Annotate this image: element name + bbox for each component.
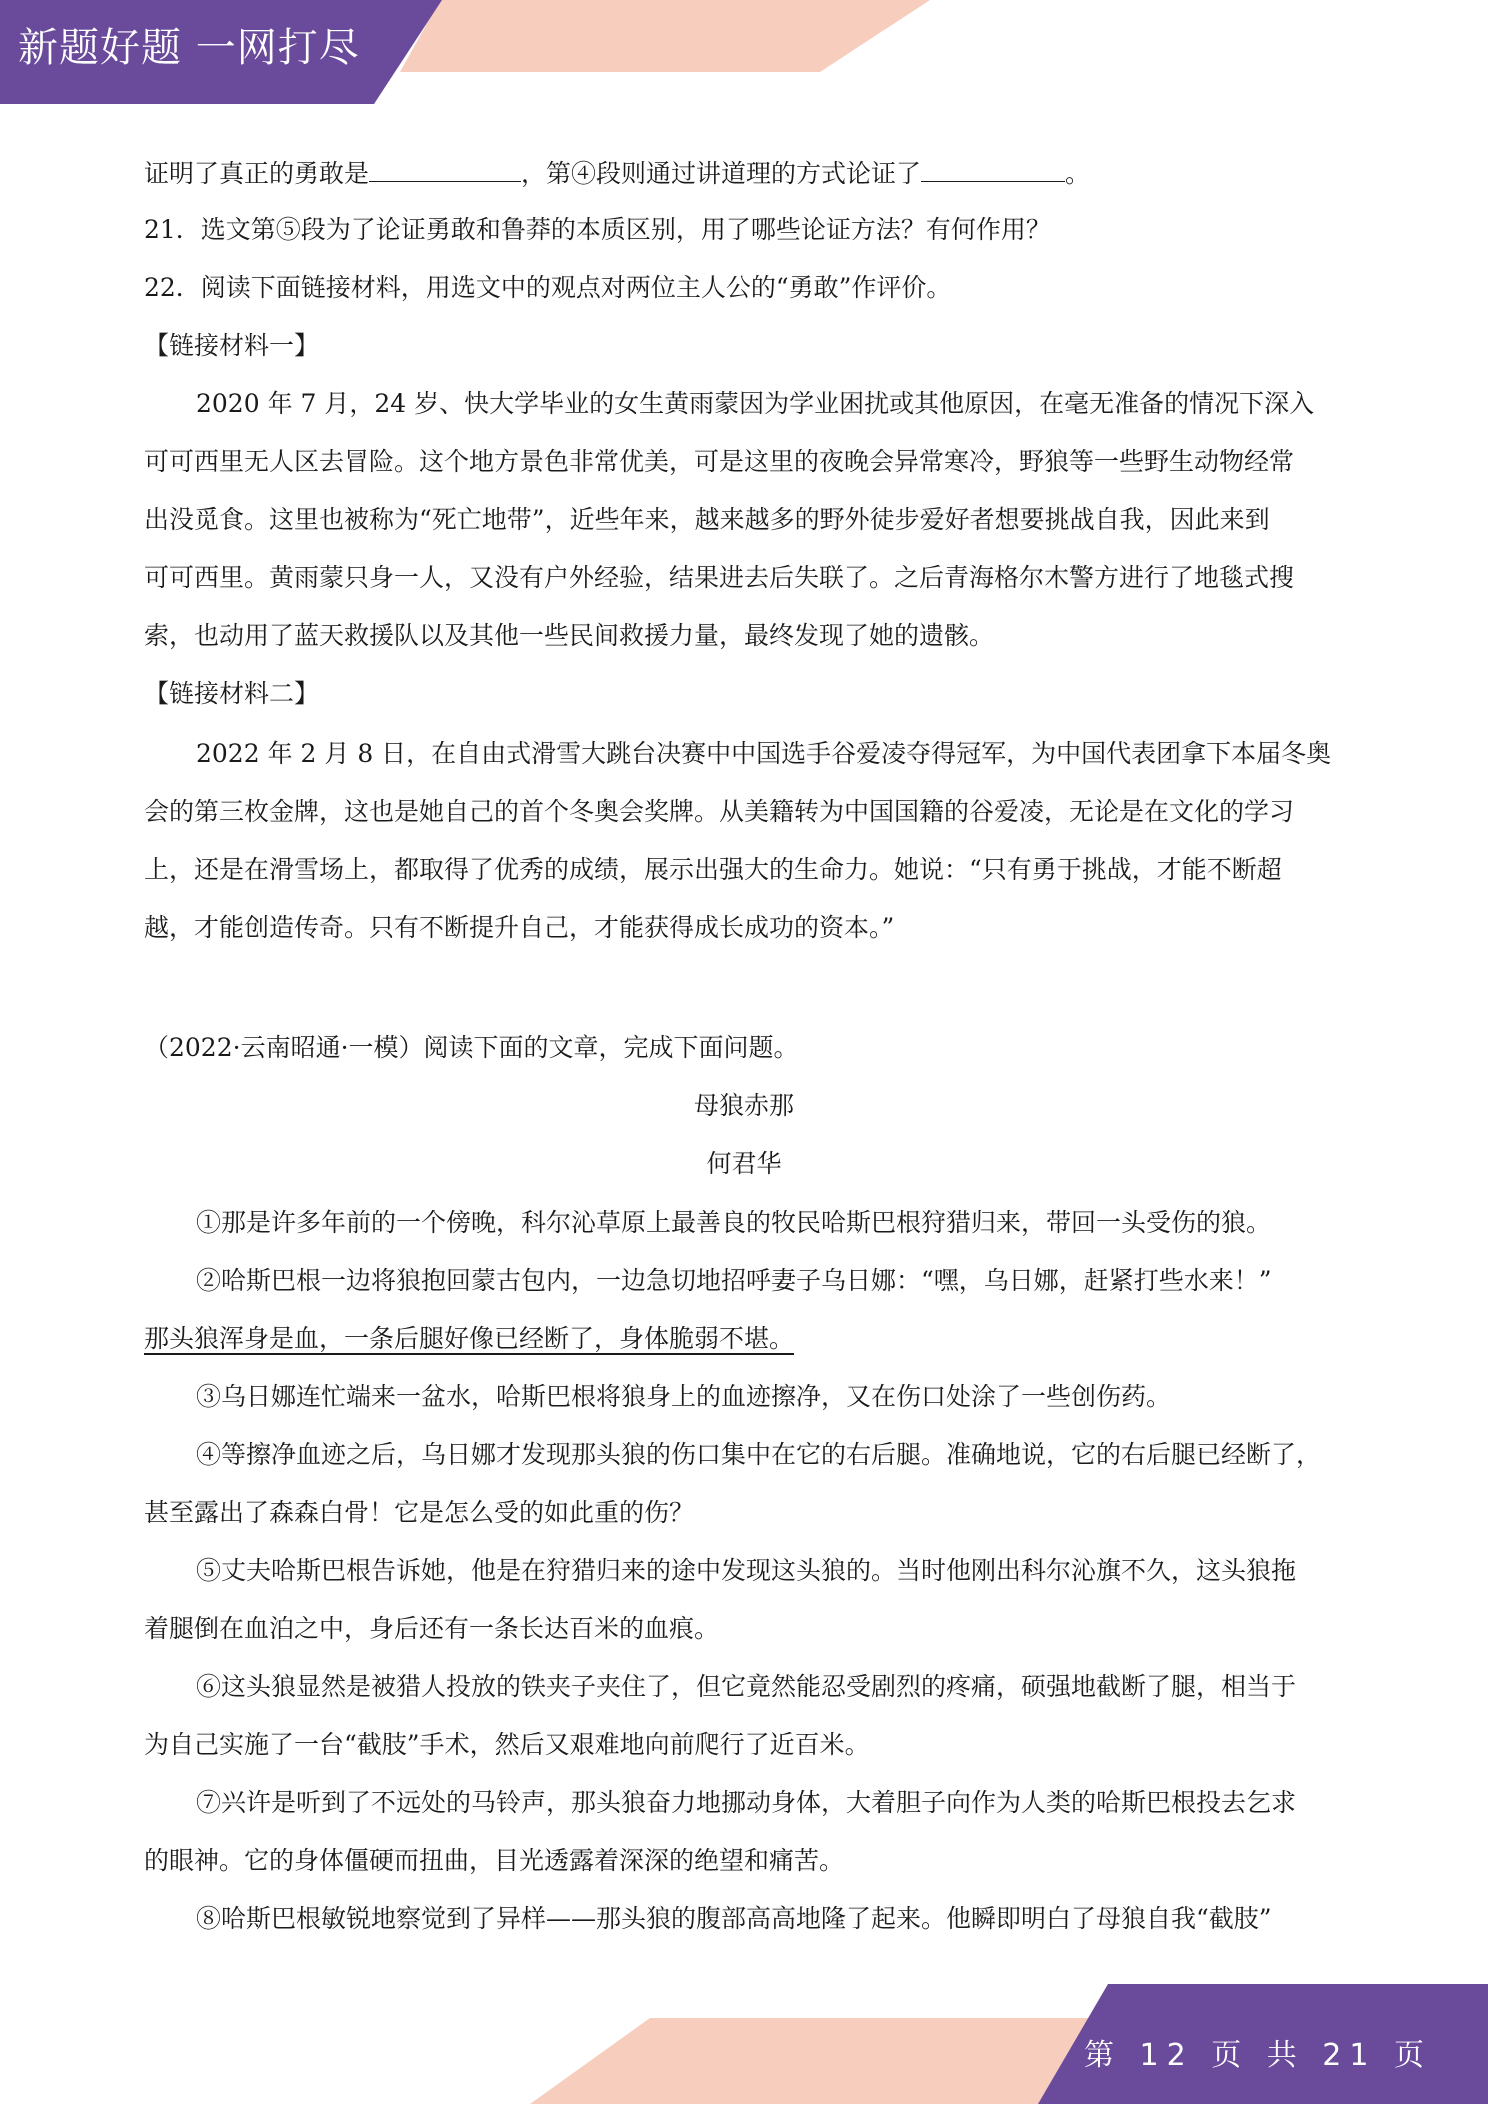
paragraph-2: ②哈斯巴根一边将狼抱回蒙古包内，一边急切地招呼妻子乌日娜：“嘿，乌日娜，赶紧打些水来！” [196,1266,1272,1295]
paragraph-line: 2020 年 7 月，24 岁、快大学毕业的女生黄雨蒙因为学业困扰或其他原因，在毫无准备的情况下深入 [196,389,1315,418]
text-segment: 证明了真正的勇敢是 [144,159,370,188]
paragraph-line: 可可西里无人区去冒险。这个地方景色非常优美，可是这里的夜晚会异常寒冷，野狼等一些野生动物经常 [144,447,1295,476]
paragraph-3: ③乌日娜连忙端来一盆水，哈斯巴根将狼身上的血迹擦净，又在伤口处涂了一些创伤药。 [196,1382,1172,1411]
question-22: 22．阅读下面链接材料，用选文中的观点对两位主人公的“勇敢”作评价。 [144,273,952,302]
paragraph-line: 上，还是在滑雪场上，都取得了优秀的成绩，展示出强大的生命力。她说：“只有勇于挑战，才能不断超 [144,855,1282,884]
paragraph-line: 索，也动用了蓝天救援队以及其他一些民间救援力量，最终发现了她的遗骸。 [144,621,995,650]
answer-blank-2[interactable] [921,155,1065,182]
paragraph-5-cont: 着腿倒在血泊之中，身后还有一条长达百米的血痕。 [144,1614,720,1643]
paragraph-line: 出没觅食。这里也被称为“死亡地带”，近些年来，越来越多的野外徒步爱好者想要挑战自我，因此来到 [144,505,1270,534]
footer-peach-band [530,2018,1090,2104]
paragraph-1: ①那是许多年前的一个傍晚，科尔沁草原上最善良的牧民哈斯巴根狩猎归来，带回一头受伤的狼。 [196,1208,1272,1237]
question-20-tail [144,155,1344,191]
paragraph-6: ⑥这头狼显然是被猎人投放的铁夹子夹住了，但它竟然能忍受剧烈的疼痛，硕强地截断了腿，相当于 [196,1672,1297,1701]
page-number: 第 12 页 共 21 页 [1083,2038,1432,2073]
question-21: 21．选文第⑤段为了论证勇敢和鲁莽的本质区别，用了哪些论证方法？有何作用？ [144,215,1051,244]
text-segment: ，第④段则通过讲道理的方式论证了 [521,159,922,188]
article-title: 母狼赤那 [693,1091,794,1120]
header-title: 新题好题 一网打尽 [18,25,360,71]
paragraph-2-underlined: 那头狼浑身是血，一条后腿好像已经断了，身体脆弱不堪。 [144,1324,795,1353]
header-peach-band [400,0,930,72]
link-material-2-title: 【链接材料二】 [144,679,320,708]
paragraph-8: ⑧哈斯巴根敏锐地察觉到了异样——那头狼的腹部高高地隆了起来。他瞬即明白了母狼自我“截肢” [196,1904,1272,1933]
paragraph-4-cont: 甚至露出了森森白骨！它是怎么受的如此重的伤？ [144,1498,695,1527]
paragraph-line: 可可西里。黄雨蒙只身一人，又没有户外经验，结果进去后失联了。之后青海格尔木警方进行了地毯式搜 [144,563,1295,592]
article-author: 何君华 [706,1149,782,1178]
answer-blank-1[interactable] [369,155,521,182]
paragraph-line: 会的第三枚金牌，这也是她自己的首个冬奥会奖牌。从美籍转为中国国籍的谷爱凌，无论是在文化的学习 [144,797,1295,826]
source-note: （2022·云南昭通·一模）阅读下面的文章，完成下面问题。 [144,1033,799,1062]
text-segment: 。 [1065,159,1091,188]
paragraph-5: ⑤丈夫哈斯巴根告诉她，他是在狩猎归来的途中发现这头狼的。当时他刚出科尔沁旗不久，这头狼拖 [196,1556,1297,1585]
link-material-1-title: 【链接材料一】 [144,331,320,360]
paragraph-4: ④等擦净血迹之后，乌日娜才发现那头狼的伤口集中在它的右后腿。准确地说，它的右后腿已经断了， [196,1440,1322,1469]
paragraph-7-cont: 的眼神。它的身体僵硬而扭曲，目光透露着深深的绝望和痛苦。 [144,1846,845,1875]
paragraph-line: 2022 年 2 月 8 日，在自由式滑雪大跳台决赛中中国选手谷爱凌夺得冠军，为中国代表团拿下本届冬奥 [196,739,1332,768]
paragraph-line: 越，才能创造传奇。只有不断提升自己，才能获得成长成功的资本。” [144,913,895,942]
paragraph-7: ⑦兴许是听到了不远处的马铃声，那头狼奋力地挪动身体，大着胆子向作为人类的哈斯巴根投去乞求 [196,1788,1297,1817]
paragraph-6-cont: 为自己实施了一台“截肢”手术，然后又艰难地向前爬行了近百米。 [144,1730,870,1759]
